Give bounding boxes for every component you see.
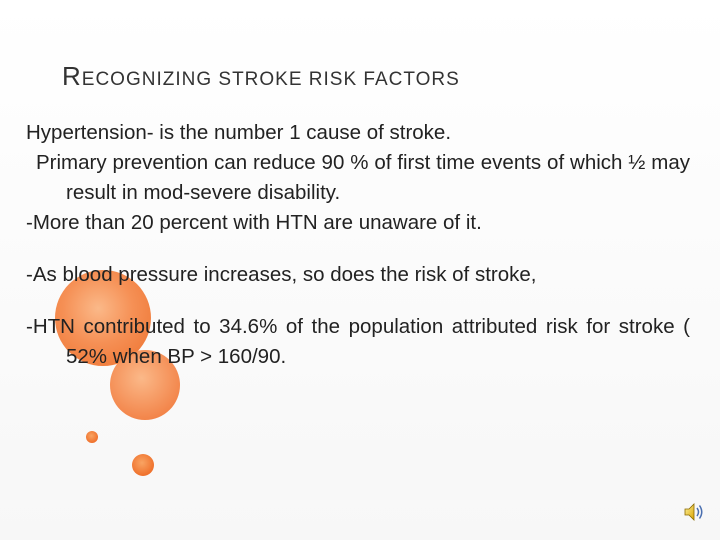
body-line-3: -More than 20 percent with HTN are unaware of it.: [26, 211, 482, 234]
slide-title: [62, 56, 460, 93]
slide-body: [26, 118, 690, 372]
title-rest: ECOGNIZING STROKE RISK FACTORS: [81, 69, 460, 90]
speaker-icon[interactable]: [682, 500, 706, 524]
decor-circle-tiny: [86, 431, 98, 443]
spacer: [26, 290, 690, 312]
body-line-5: -HTN contributed to 34.6% of the population attributed risk for stroke ( 52% when BP > 160/90.: [26, 315, 690, 368]
decor-circle-small: [132, 454, 154, 476]
spacer: [26, 238, 690, 260]
title-first-letter: R: [62, 61, 82, 91]
body-line-2: Primary prevention can reduce 90 % of first time events of which ½ may result in mod-severe disability.: [36, 151, 690, 204]
body-line-1: Hypertension- is the number 1 cause of stroke.: [26, 121, 452, 144]
body-line-4: -As blood pressure increases, so does the risk of stroke,: [26, 263, 537, 286]
